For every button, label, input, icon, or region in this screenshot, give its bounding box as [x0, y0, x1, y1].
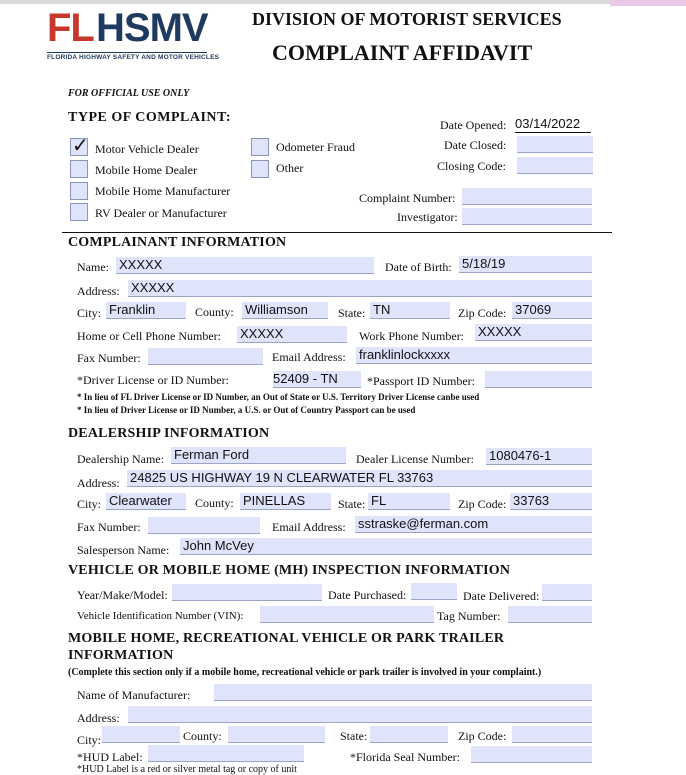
dealership-fax-label: Fax Number:	[77, 520, 141, 534]
option-label-rv-dealer: RV Dealer or Manufacturer	[95, 206, 227, 220]
checkbox-mobile-home-manufacturer[interactable]	[70, 182, 88, 200]
dealership-name-label: Dealership Name:	[77, 452, 164, 466]
date-closed-label: Date Closed:	[444, 138, 507, 152]
salesperson-label: Salesperson Name:	[77, 543, 170, 557]
mh-county-label: County:	[183, 729, 222, 743]
complainant-work-phone-label: Work Phone Number:	[359, 329, 465, 343]
logo-hsmv-text: HSMV	[96, 6, 208, 50]
dealer-license-field[interactable]: 1080476-1	[486, 448, 592, 465]
manufacturer-label: Name of Manufacturer:	[77, 688, 191, 702]
dealership-address-label: Address:	[77, 476, 120, 490]
date-opened-field[interactable]: 03/14/2022	[515, 116, 591, 133]
complainant-fax-label: Fax Number:	[77, 351, 141, 365]
dealership-zip-field[interactable]: 33763	[510, 493, 592, 510]
dealership-email-field[interactable]: sstraske@ferman.com	[355, 516, 592, 533]
complainant-passport-label: *Passport ID Number:	[367, 374, 475, 388]
mobile-home-heading: MOBILE HOME, RECREATIONAL VEHICLE OR PARK TRAILER	[68, 631, 505, 646]
checkbox-mobile-home-dealer[interactable]	[70, 160, 88, 178]
option-label-odometer-fraud: Odometer Fraud	[276, 140, 355, 154]
complainant-county-field[interactable]: Williamson	[242, 302, 328, 319]
mh-address-field[interactable]	[128, 706, 592, 723]
salesperson-field[interactable]: John McVey	[180, 538, 592, 555]
complainant-fax-field[interactable]	[148, 348, 263, 365]
complainant-email-field[interactable]: franklinlockxxxx	[356, 347, 592, 364]
complainant-dl-field[interactable]: 52409 - TN	[273, 371, 361, 388]
complainant-city-field[interactable]: Franklin	[106, 302, 186, 319]
complainant-address-field[interactable]: XXXXX	[128, 280, 592, 297]
checkbox-rv-dealer[interactable]	[70, 203, 88, 221]
complainant-state-label: State:	[338, 306, 366, 320]
manufacturer-field[interactable]	[214, 684, 592, 701]
mh-city-label: City:	[77, 733, 102, 747]
checkbox-motor-vehicle-dealer[interactable]	[70, 133, 89, 157]
florida-seal-field[interactable]	[471, 746, 592, 763]
complainant-note-1: * In lieu of FL Driver License or ID Number, an Out of State or U.S. Territory Driver License canbe used	[77, 392, 480, 402]
checkbox-other[interactable]	[251, 160, 269, 178]
mh-address-label: Address:	[77, 711, 120, 725]
page-title: COMPLAINT AFFIDAVIT	[272, 40, 533, 65]
mh-city-field[interactable]	[102, 726, 180, 743]
complainant-dob-label: Date of Birth:	[385, 260, 452, 274]
option-label-motor-vehicle-dealer: Motor Vehicle Dealer	[95, 142, 199, 156]
dealership-zip-label: Zip Code:	[458, 497, 507, 511]
complainant-address-label: Address:	[77, 284, 120, 298]
dealership-fax-field[interactable]	[148, 517, 260, 534]
mh-county-field[interactable]	[228, 726, 325, 743]
investigator-field[interactable]	[462, 208, 592, 225]
florida-seal-label: *Florida Seal Number:	[350, 750, 460, 764]
option-label-other: Other	[276, 161, 304, 175]
complaint-number-label: Complaint Number:	[359, 191, 456, 205]
mh-state-field[interactable]	[370, 726, 448, 743]
ymm-field[interactable]	[172, 584, 322, 601]
closing-code-label: Closing Code:	[437, 159, 507, 173]
date-purchased-label: Date Purchased:	[328, 588, 407, 602]
official-use-label: FOR OFFICIAL USE ONLY	[68, 88, 190, 99]
complaint-number-field[interactable]	[462, 188, 592, 205]
complainant-note-2: * In lieu of Driver License or ID Number, a U.S. or Out of Country Passport can be used	[77, 405, 416, 415]
hud-label: *HUD Label:	[77, 750, 143, 764]
checkmark-icon: ✓	[72, 133, 89, 157]
complainant-phone-field[interactable]: XXXXX	[237, 326, 347, 343]
window-top-edge	[0, 0, 686, 4]
date-purchased-field[interactable]	[411, 583, 457, 600]
mh-zip-field[interactable]	[512, 726, 592, 743]
logo-subtitle: FLORIDA HIGHWAY SAFETY AND MOTOR VEHICLES	[47, 54, 220, 61]
mh-zip-label: Zip Code:	[458, 729, 507, 743]
closing-code-field[interactable]	[517, 157, 593, 174]
complainant-dob-field[interactable]: 5/18/19	[459, 256, 592, 273]
complainant-city-label: City:	[77, 306, 102, 320]
logo-rule	[47, 52, 207, 53]
complainant-email-label: Email Address:	[272, 350, 346, 364]
dealership-state-field[interactable]: FL	[368, 493, 450, 510]
vin-field[interactable]	[260, 606, 434, 623]
option-label-mobile-home-dealer: Mobile Home Dealer	[95, 163, 197, 177]
vin-label: Vehicle Identification Number (VIN):	[77, 610, 244, 622]
dealership-county-label: County:	[195, 496, 234, 510]
dealership-heading: DEALERSHIP INFORMATION	[68, 426, 270, 441]
complainant-state-field[interactable]: TN	[370, 302, 450, 319]
tag-label: Tag Number:	[437, 609, 501, 623]
window-top-accent	[610, 0, 686, 6]
date-delivered-field[interactable]	[542, 584, 592, 601]
complainant-work-phone-field[interactable]: XXXXX	[475, 324, 592, 341]
complainant-phone-label: Home or Cell Phone Number:	[77, 329, 221, 343]
dealership-state-label: State:	[338, 497, 366, 511]
dealership-county-field[interactable]: PINELLAS	[240, 493, 331, 510]
dealership-email-label: Email Address:	[272, 520, 346, 534]
hud-field[interactable]	[148, 745, 304, 762]
dealership-address-field[interactable]: 24825 US HIGHWAY 19 N CLEARWATER FL 33763	[127, 470, 592, 487]
mh-state-label: State:	[340, 729, 368, 743]
complaint-type-heading: TYPE OF COMPLAINT:	[68, 110, 231, 125]
complainant-zip-label: Zip Code:	[458, 306, 507, 320]
complainant-name-field[interactable]: XXXXX	[116, 257, 374, 274]
ymm-label: Year/Make/Model:	[77, 588, 168, 602]
dealership-name-field[interactable]: Ferman Ford	[171, 447, 346, 464]
date-delivered-label: Date Delivered:	[463, 589, 540, 603]
complainant-passport-field[interactable]	[485, 371, 592, 388]
mobile-home-heading-2: INFORMATION	[68, 648, 174, 663]
hud-footnote: *HUD Label is a red or silver metal tag or copy of unit	[77, 764, 297, 775]
section-divider	[62, 232, 612, 233]
dealership-city-label: City:	[77, 497, 102, 511]
complainant-name-label: Name:	[77, 260, 109, 274]
dealership-city-field[interactable]: Clearwater	[106, 493, 186, 510]
division-title: DIVISION OF MOTORIST SERVICES	[252, 9, 562, 29]
complainant-dl-label: *Driver License or ID Number:	[77, 373, 229, 387]
tag-field[interactable]	[508, 606, 592, 623]
date-closed-field[interactable]	[517, 136, 593, 153]
date-opened-label: Date Opened:	[440, 118, 507, 132]
complainant-zip-field[interactable]: 37069	[512, 302, 592, 319]
vehicle-heading: VEHICLE OR MOBILE HOME (MH) INSPECTION INFORMATION	[68, 563, 511, 578]
option-label-mobile-home-manufacturer: Mobile Home Manufacturer	[95, 184, 231, 198]
complainant-county-label: County:	[195, 305, 234, 319]
mobile-home-note: (Complete this section only if a mobile home, recreational vehicle or park trailer is involved in your complaint.)	[68, 667, 542, 678]
checkbox-odometer-fraud[interactable]	[251, 138, 269, 156]
dealer-license-label: Dealer License Number:	[356, 452, 474, 466]
complainant-heading: COMPLAINANT INFORMATION	[68, 235, 287, 250]
investigator-label: Investigator:	[397, 210, 458, 224]
logo-fl-text: FL	[47, 6, 94, 50]
